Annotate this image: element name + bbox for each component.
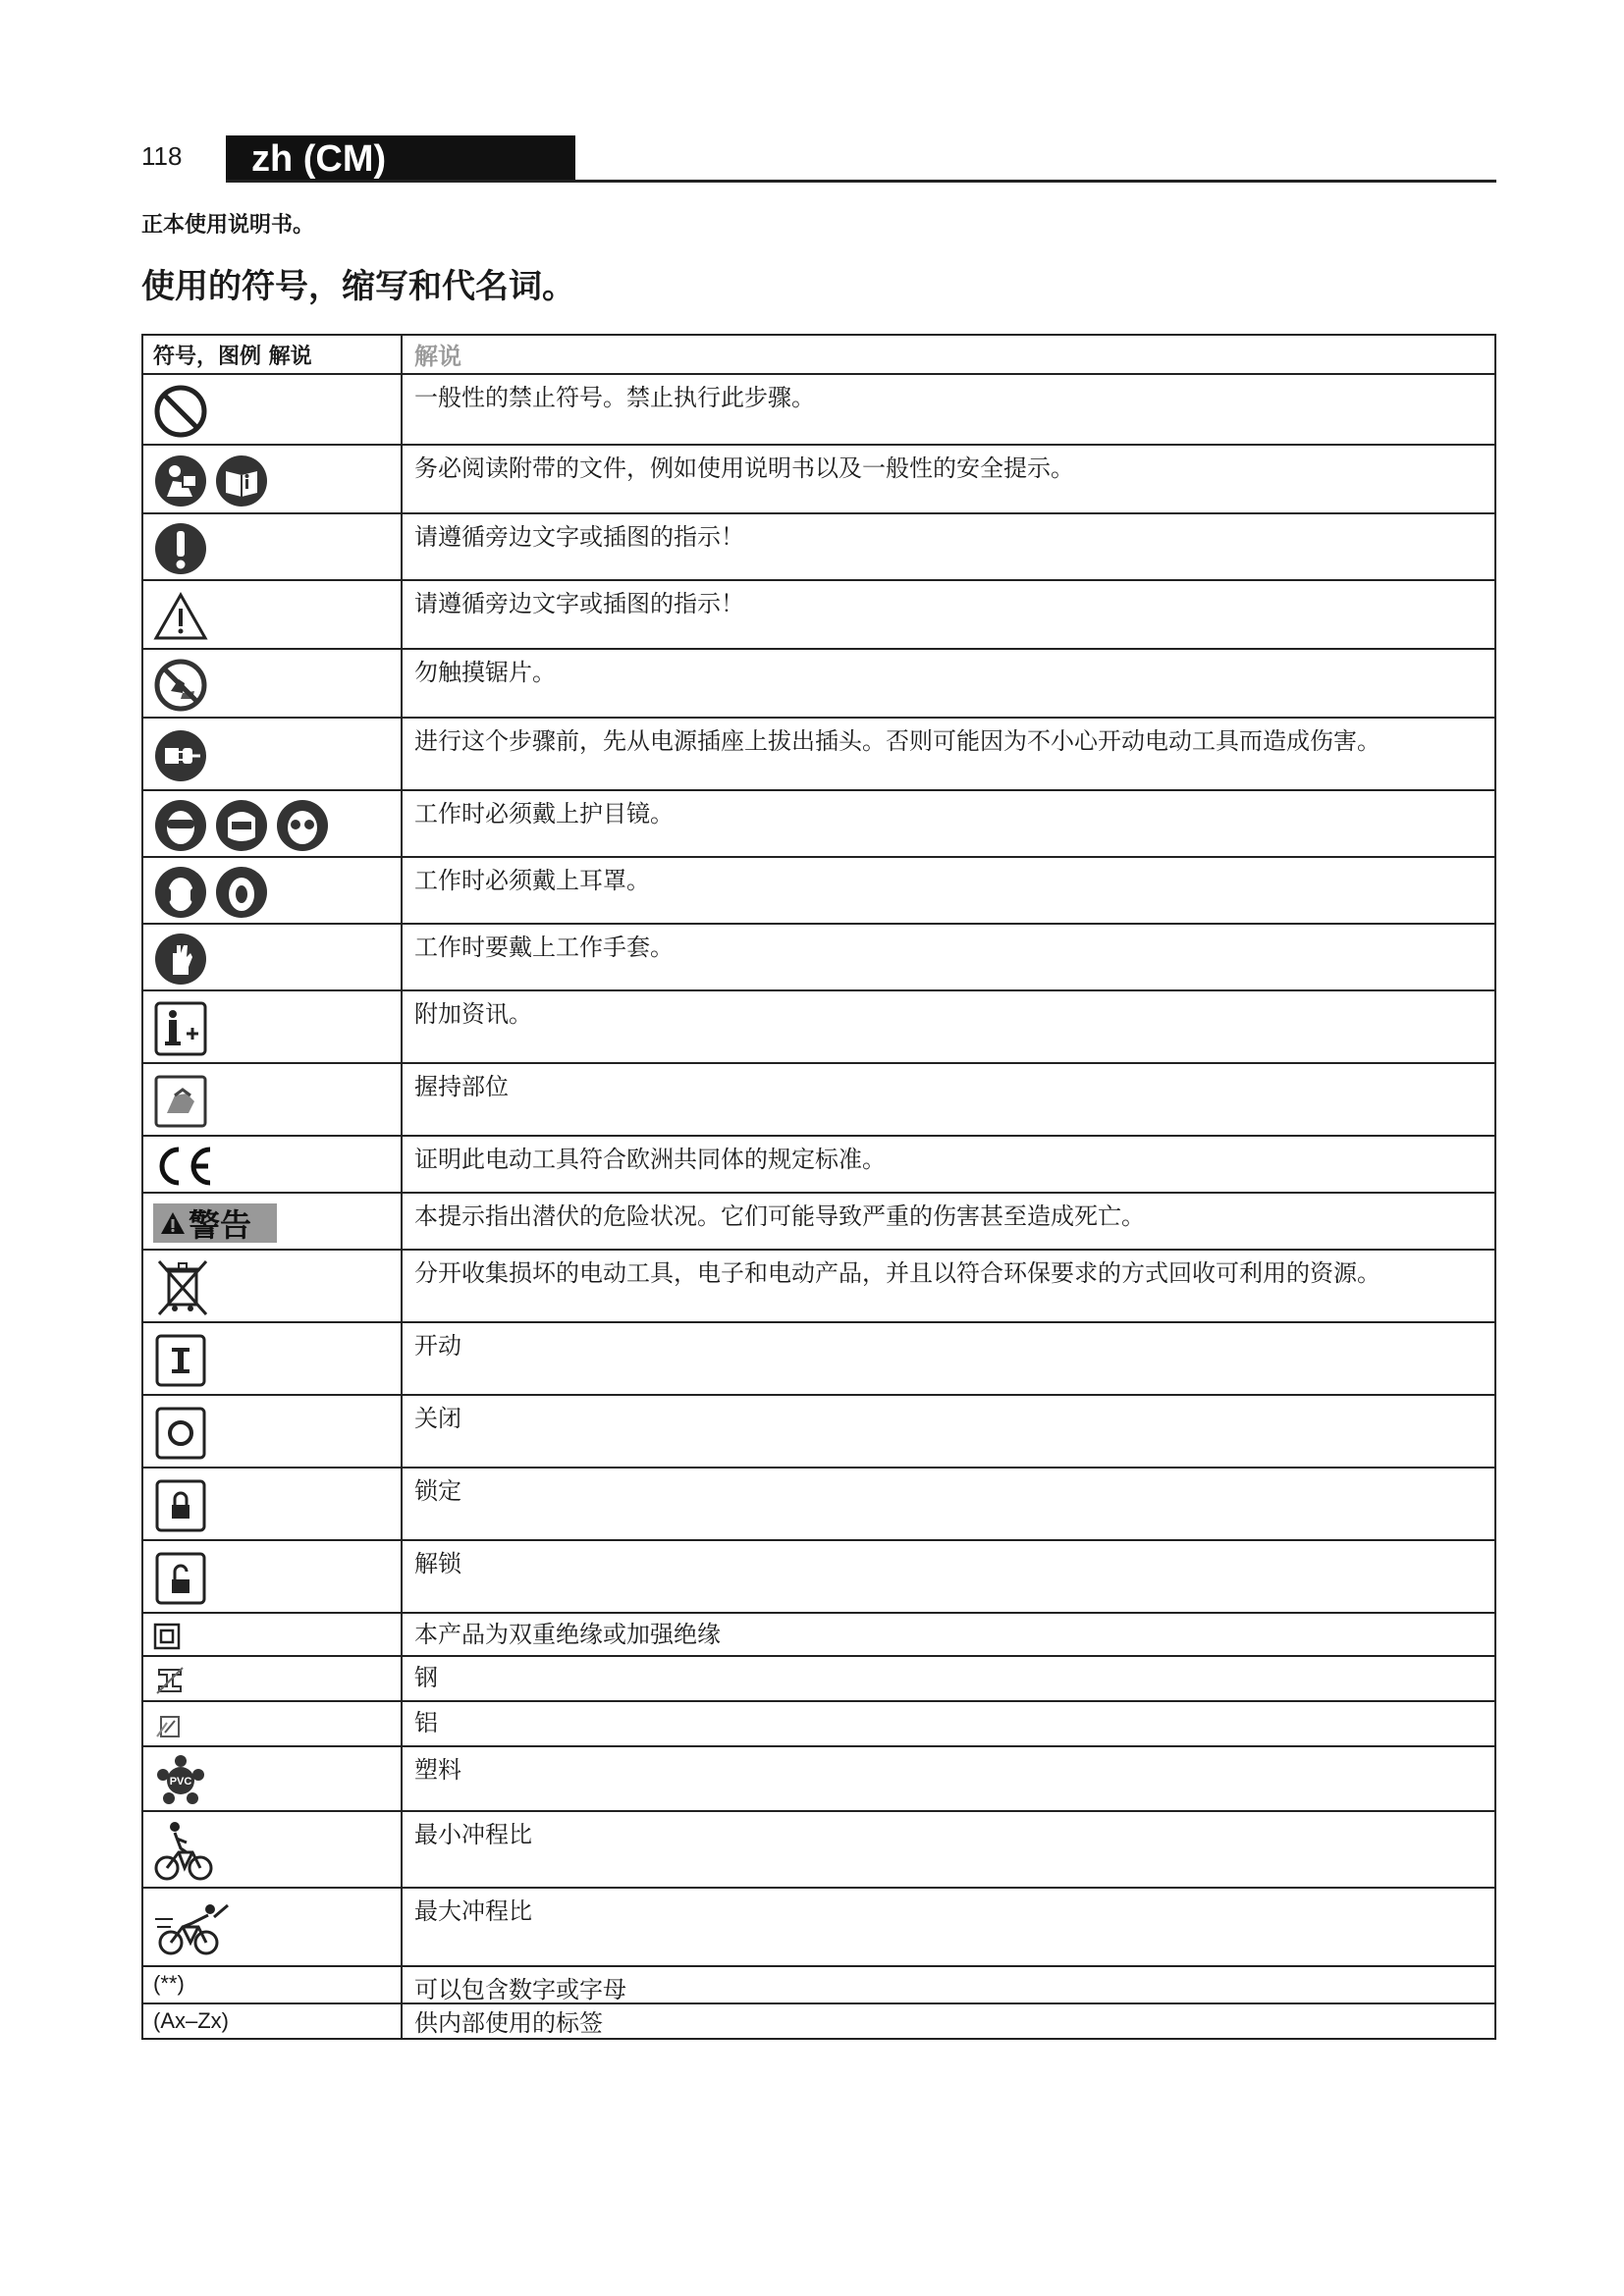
col2-header: 解说 xyxy=(414,343,461,370)
table-row xyxy=(143,1394,1494,1467)
ear-muffs-icon xyxy=(153,865,208,920)
ear-protection-head-icon xyxy=(214,865,269,920)
row-text: 请遵循旁边文字或插图的指示！ xyxy=(414,590,744,617)
unplug-icon xyxy=(153,728,208,783)
row-text: 铝 xyxy=(414,1709,438,1736)
table-row xyxy=(143,1192,1494,1249)
grip-area-icon xyxy=(153,1074,208,1129)
row-text: 工作时必须戴上耳罩。 xyxy=(414,867,650,894)
table-row xyxy=(143,1655,1494,1700)
warning-small-triangle-icon xyxy=(159,1210,187,1236)
table-row xyxy=(143,1062,1494,1135)
row-text: 供内部使用的标签 xyxy=(414,2009,603,2037)
table-row xyxy=(143,717,1494,789)
page-number: 118 xyxy=(141,141,183,171)
row-text: 请遵循旁边文字或插图的指示！ xyxy=(414,523,744,551)
row-text: 工作时要戴上工作手套。 xyxy=(414,934,674,961)
table-row xyxy=(143,1810,1494,1887)
max-stroke-bicycle-icon xyxy=(153,1899,232,1958)
table-row xyxy=(143,923,1494,989)
row-text: 本提示指出潜伏的危险状况。它们可能导致严重的伤害甚至造成死亡。 xyxy=(414,1202,1145,1230)
row-text: 最小冲程比 xyxy=(414,1821,532,1848)
table-row xyxy=(143,444,1494,512)
table-row xyxy=(143,989,1494,1062)
table-row xyxy=(143,789,1494,856)
row-text: 务必阅读附带的文件，例如使用说明书以及一般性的安全提示。 xyxy=(414,454,1074,482)
row-text: 关闭 xyxy=(414,1405,461,1432)
pvc-label: PVC xyxy=(169,1776,192,1788)
steel-icon xyxy=(153,1664,187,1697)
warning-label-text: 警告 xyxy=(189,1206,252,1244)
mandatory-exclamation-icon xyxy=(153,521,208,576)
plastic-pvc-icon xyxy=(153,1753,208,1808)
row-text: 握持部位 xyxy=(414,1073,509,1100)
gloves-icon xyxy=(153,932,208,987)
info-icon xyxy=(153,1000,208,1057)
page-header xyxy=(141,135,1496,183)
row-text: 最大冲程比 xyxy=(414,1897,532,1925)
table-row xyxy=(143,1249,1494,1321)
symbols-table xyxy=(141,334,1496,2040)
row-text: 塑料 xyxy=(414,1756,461,1784)
row-text: 本产品为双重绝缘或加强绝缘 xyxy=(414,1621,721,1648)
prohibition-icon xyxy=(153,384,208,439)
switch-on-icon xyxy=(153,1332,208,1389)
ear-protection-icons xyxy=(153,862,395,923)
language-tab: zh (CM) xyxy=(226,135,575,183)
read-manual-book-icon xyxy=(214,454,269,508)
table-row xyxy=(143,579,1494,648)
table-row xyxy=(143,1965,1494,2002)
row-text: 证明此电动工具符合欧洲共同体的规定标准。 xyxy=(414,1146,886,1173)
table-row xyxy=(143,856,1494,923)
ce-mark-icon xyxy=(153,1144,216,1189)
row-text: 解锁 xyxy=(414,1550,461,1577)
row-text: 锁定 xyxy=(414,1477,461,1505)
intro-text: 正本使用说明书。 xyxy=(141,213,315,238)
warning-label-icon xyxy=(153,1203,277,1243)
row-text: 钢 xyxy=(414,1664,438,1691)
read-manual-person-icon xyxy=(153,454,208,508)
read-manual-icons xyxy=(153,450,395,512)
table-row xyxy=(143,373,1494,444)
table-row xyxy=(143,1700,1494,1745)
lock-icon xyxy=(153,1477,208,1534)
row-code: (**) xyxy=(143,1967,403,2002)
row-code: (Ax–Zx) xyxy=(143,2004,403,2038)
aluminium-icon xyxy=(153,1709,187,1742)
table-row xyxy=(143,1321,1494,1394)
table-header-row xyxy=(143,336,1494,373)
row-text: 分开收集损坏的电动工具，电子和电动产品，并且以符合环保要求的方式回收可利用的资源。 xyxy=(414,1259,1380,1287)
row-text: 进行这个步骤前，先从电源插座上拔出插头。否则可能因为不小心开动电动工具而造成伤害。 xyxy=(414,727,1380,755)
col1-header: 符号，图例 解说 xyxy=(143,336,403,373)
row-text: 可以包含数字或字母 xyxy=(414,1976,626,2003)
row-text: 开动 xyxy=(414,1332,461,1360)
row-text: 勿触摸锯片。 xyxy=(414,659,556,686)
switch-off-icon xyxy=(153,1405,208,1462)
table-row xyxy=(143,1745,1494,1810)
section-title: 使用的符号，缩写和代名词。 xyxy=(141,267,575,306)
table-row xyxy=(143,1135,1494,1192)
row-text: 工作时必须戴上护目镜。 xyxy=(414,800,674,828)
face-shield-icon xyxy=(214,798,269,853)
table-row xyxy=(143,512,1494,579)
table-row xyxy=(143,1467,1494,1539)
table-row xyxy=(143,1887,1494,1965)
table-row xyxy=(143,1539,1494,1612)
row-text: 一般性的禁止符号。禁止执行此步骤。 xyxy=(414,384,815,411)
double-insulation-icon xyxy=(153,1623,181,1650)
header-rule xyxy=(226,180,1496,183)
min-stroke-bicycle-icon xyxy=(153,1819,216,1884)
weee-bin-icon xyxy=(153,1257,212,1318)
safety-goggles-icon xyxy=(275,798,330,853)
row-text: 附加资讯。 xyxy=(414,1000,532,1028)
table-row xyxy=(143,2002,1494,2038)
warning-triangle-icon xyxy=(153,591,208,642)
eye-protection-icons xyxy=(153,795,395,856)
table-row xyxy=(143,1612,1494,1655)
do-not-touch-blade-icon xyxy=(153,658,208,713)
table-row xyxy=(143,648,1494,717)
eye-protection-face-icon xyxy=(153,798,208,853)
unlock-icon xyxy=(153,1550,208,1607)
